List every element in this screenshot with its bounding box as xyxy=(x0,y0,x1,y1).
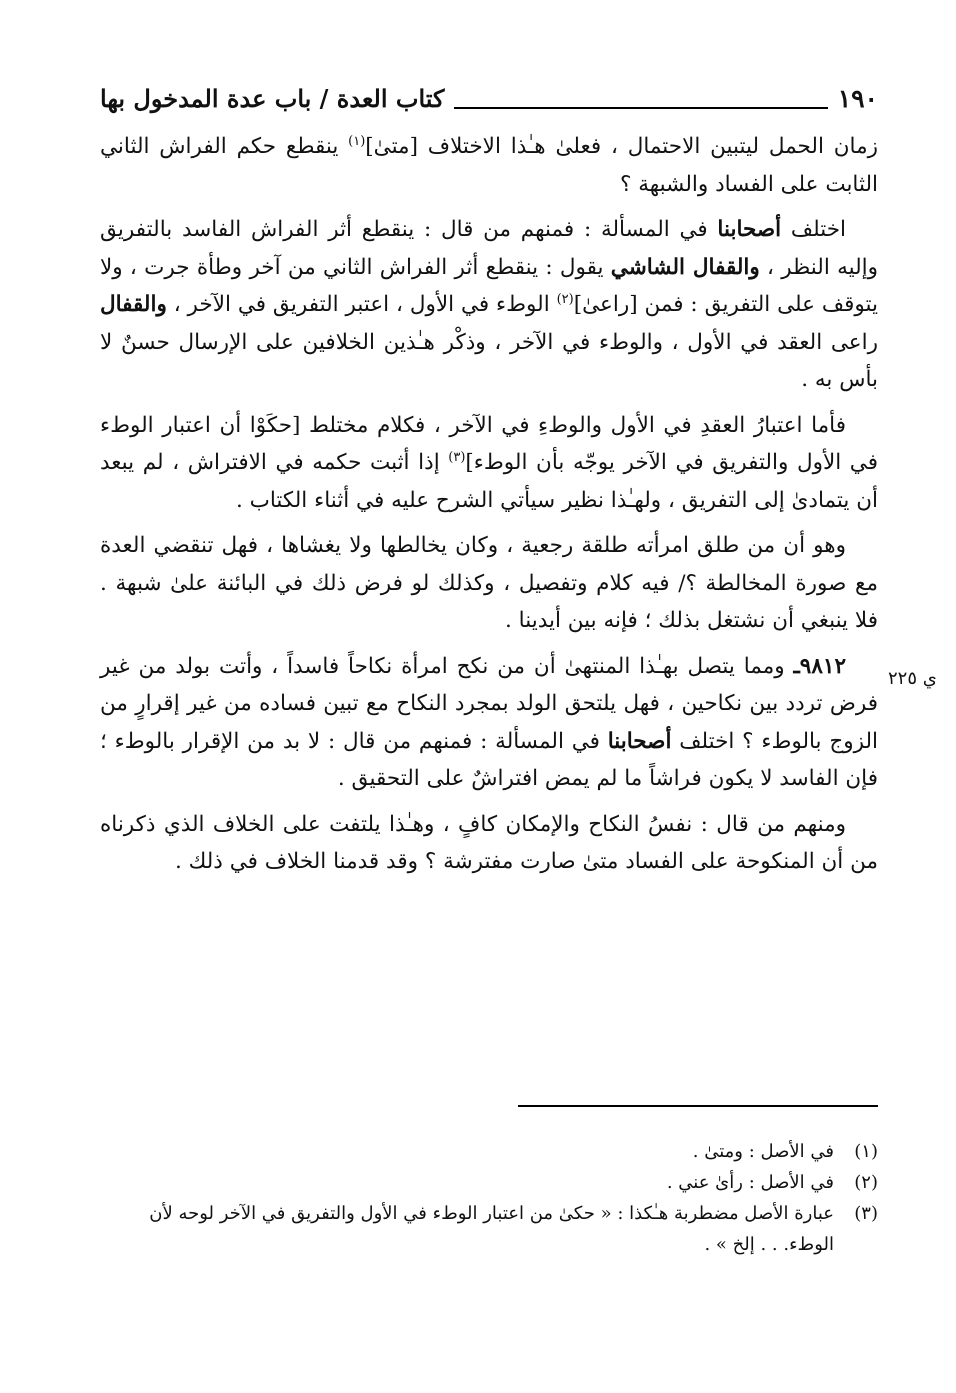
paragraph xyxy=(100,128,878,203)
text-run: يقول : ينقطع أثر الفراش الثاني من آخر وطأة جرت ، ولا يتوقف على التفريق : فمن [راعىٰ] xyxy=(100,254,878,317)
bold-term: والقفال xyxy=(100,292,167,317)
text-run: ومنهم من قال : نفسُ النكاح والإمكان كافٍ ، وهـٰذا يلتفت على الخلاف الذي ذكرناه من أن المنكوحة على الفساد متىٰ صارت مفترشة ؟ وقد قدمنا الخلاف في ذلك . xyxy=(100,811,878,874)
page-number: ١٩٠ xyxy=(837,84,878,113)
text-run: ومما يتصل بهـٰذا المنتهىٰ أن من نكح امرأة نكاحاً فاسداً ، وأتت بولد من غير فرض تردد بين نكاحين ، فهل يلتحق الولد بمجرد النكاح مع تبين فساده من غير إقرارٍ من الزوج بالوطء ؟ اختلف xyxy=(100,653,878,754)
text-run: فأما اعتبارُ العقدِ في الأول والوطءِ في الآخر ، فكلام مختلط [حكَوْا أن اعتبار الوطء في الأول والتفريق في الآخر يوجّه بأن الوطء] xyxy=(100,412,878,475)
header-rule xyxy=(454,107,827,109)
text-run: زمان الحمل ليتبين الاحتمال ، فعلىٰ هـٰذا الاختلاف [متىٰ] xyxy=(365,134,878,159)
bold-term: ٩٨١٢ـ xyxy=(793,653,846,679)
paragraph xyxy=(100,407,878,520)
text-run: وهو أن من طلق امرأته طلقة رجعية ، وكان يخالطها ولا يغشاها ، فهل تنقضي العدة مع صورة المخالطة ؟/ فيه كلام وتفصيل ، وكذلك لو فرض ذلك في البائنة علىٰ شبهة . فلا ينبغي أن نشتغل بذلك ؛ فإنه بين أيدينا . xyxy=(100,533,878,633)
chapter-title: كتاب العدة / باب عدة المدخول بها xyxy=(100,84,445,113)
footnote xyxy=(100,1136,878,1167)
paragraph xyxy=(100,527,878,640)
text-run: إذا أثبت حكمه في الافتراش ، لم يبعد أن يتمادىٰ إلى التفريق ، ولهـٰذا نظير سيأتي الشرح عليه في أثناء الكتاب . xyxy=(100,450,878,513)
text-run: راعى العقد في الأول ، والوطء في الآخر ، وذكْر هـٰذين الخلافين على الإرسال حسنٌ لا بأس به . xyxy=(100,329,878,392)
bold-term: أصحابنا xyxy=(717,217,782,242)
footnotes xyxy=(100,1136,878,1260)
bold-term: أصحابنا xyxy=(607,728,672,754)
footnote xyxy=(100,1198,878,1260)
margin-note: ي ٢٢٥ xyxy=(888,668,937,689)
paragraph xyxy=(100,806,878,881)
running-header xyxy=(100,78,878,118)
text-run: الوطء في الأول ، اعتبر التفريق في الآخر ، xyxy=(166,292,557,317)
footnote xyxy=(100,1167,878,1198)
footnote-ref: (٣) xyxy=(448,449,466,465)
paragraph xyxy=(100,211,878,399)
text-run: في المسألة : فمنهم من قال : لا بد من الإقرار بالوطء ؛ فإن الفاسد لا يكون فراشاً ما لم يمض افتراشٌ على التحقيق . xyxy=(100,728,878,791)
footnote-number: (٢) xyxy=(854,1172,878,1193)
footnote-text: عبارة الأصل مضطربة هـٰكذا : « حكىٰ من اعتبار الوطء في الأول والتفريق في الآخر لوحه لأن الوطء. . . إلخ » . xyxy=(149,1203,834,1255)
bold-term: والقفال الشاشي xyxy=(610,254,760,280)
footnote-ref: (٢) xyxy=(556,291,574,307)
footnote-number: (٣) xyxy=(854,1203,878,1224)
footnote-text: في الأصل : رأىٰ عني . xyxy=(666,1172,834,1193)
text-run: في المسألة : فمنهم من قال : ينقطع أثر الفراش الفاسد بالتفريق وإليه النظر ، xyxy=(100,217,879,280)
footnote-text: في الأصل : ومتىٰ . xyxy=(692,1141,834,1162)
footnote-ref: (١) xyxy=(348,133,366,149)
text-run: اختلف xyxy=(781,217,846,242)
paragraph xyxy=(100,648,878,798)
body-text xyxy=(100,128,878,889)
text-run: ينقطع حكم الفراش الثاني الثابت على الفساد والشبهة ؟ xyxy=(100,134,878,197)
footnote-number: (١) xyxy=(854,1141,878,1162)
footnote-rule xyxy=(518,1105,878,1107)
